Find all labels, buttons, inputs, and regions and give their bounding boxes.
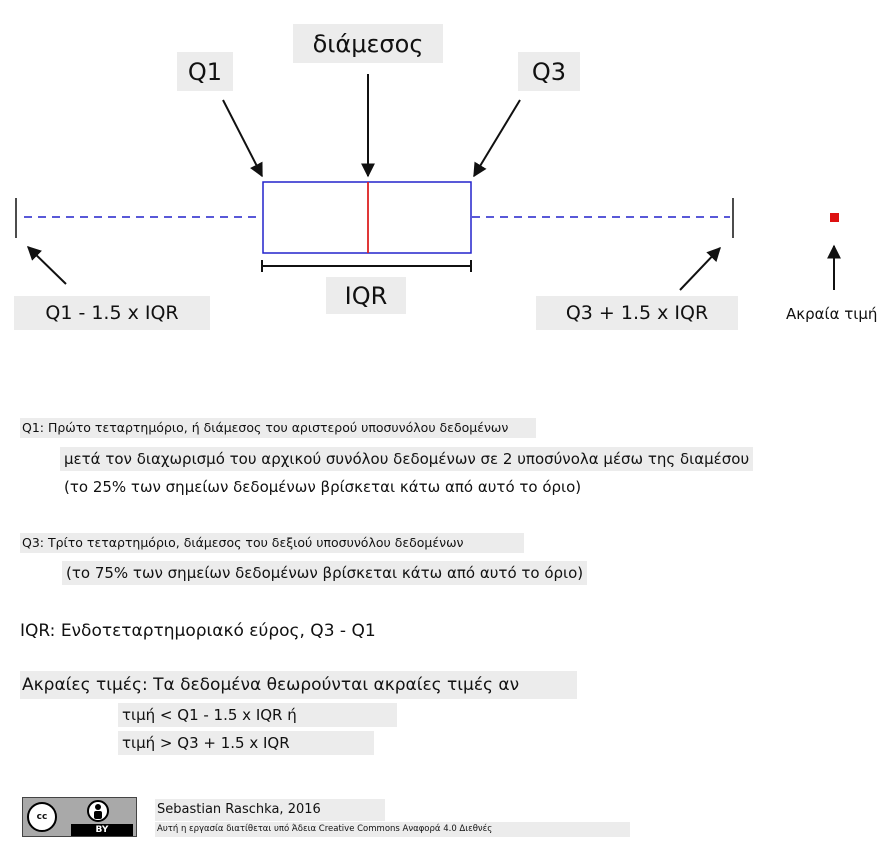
- q1-definition-line1: Q1: Πρώτο τεταρτημόριο, ή διάμεσος του αριστερού υποσυνόλου δεδομένων: [20, 418, 536, 438]
- outlier-point: [830, 213, 839, 222]
- q1-definition-line2: μετά τον διαχωρισμό του αρχικού συνόλου δεδομένων σε 2 υποσύνολα μέσω της διαμέσου: [60, 447, 753, 471]
- iqr-definition: IQR: Ενδοτεταρτημοριακό εύρος, Q3 - Q1: [20, 621, 376, 641]
- q3-definition-line1: Q3: Τρίτο τεταρτημόριο, διάμεσος του δεξιού υποσυνόλου δεδομένων: [20, 533, 524, 553]
- upper-whisker-label: Q3 + 1.5 x IQR: [536, 296, 738, 330]
- outliers-definition-line3: τιμή > Q3 + 1.5 x IQR: [118, 731, 374, 755]
- upper-whisker-arrow: [680, 248, 720, 290]
- q1-arrow: [223, 100, 262, 176]
- q1-label: Q1: [177, 52, 233, 91]
- creative-commons-badge: [22, 797, 137, 837]
- footer-author: Sebastian Raschka, 2016: [155, 799, 385, 821]
- median-label: διάμεσος: [293, 24, 443, 63]
- outliers-definition-line2: τιμή < Q1 - 1.5 x IQR ή: [118, 703, 397, 727]
- iqr-label: IQR: [326, 277, 406, 314]
- q3-arrow: [474, 100, 520, 176]
- q3-label: Q3: [518, 52, 580, 91]
- outliers-definition-line1: Ακραίες τιμές: Τα δεδομένα θεωρούνται ακραίες τιμές αν: [20, 671, 577, 699]
- lower-whisker-label: Q1 - 1.5 x IQR: [14, 296, 210, 330]
- outlier-label: Ακραία τιμή: [786, 305, 878, 323]
- lower-whisker-arrow: [28, 247, 66, 284]
- q1-definition-line3: (το 25% των σημείων δεδομένων βρίσκεται κάτω από αυτό το όριο): [64, 478, 582, 496]
- by-label: BY: [71, 824, 133, 836]
- attribution-person-icon: [87, 800, 109, 822]
- footer-license: Αυτή η εργασία διατίθεται υπό Άδεια Creative Commons Αναφορά 4.0 Διεθνές: [155, 822, 630, 837]
- iqr-box: [263, 182, 471, 253]
- cc-icon: cc: [27, 802, 57, 832]
- q3-definition-line2: (το 75% των σημείων δεδομένων βρίσκεται κάτω από αυτό το όριο): [62, 561, 587, 585]
